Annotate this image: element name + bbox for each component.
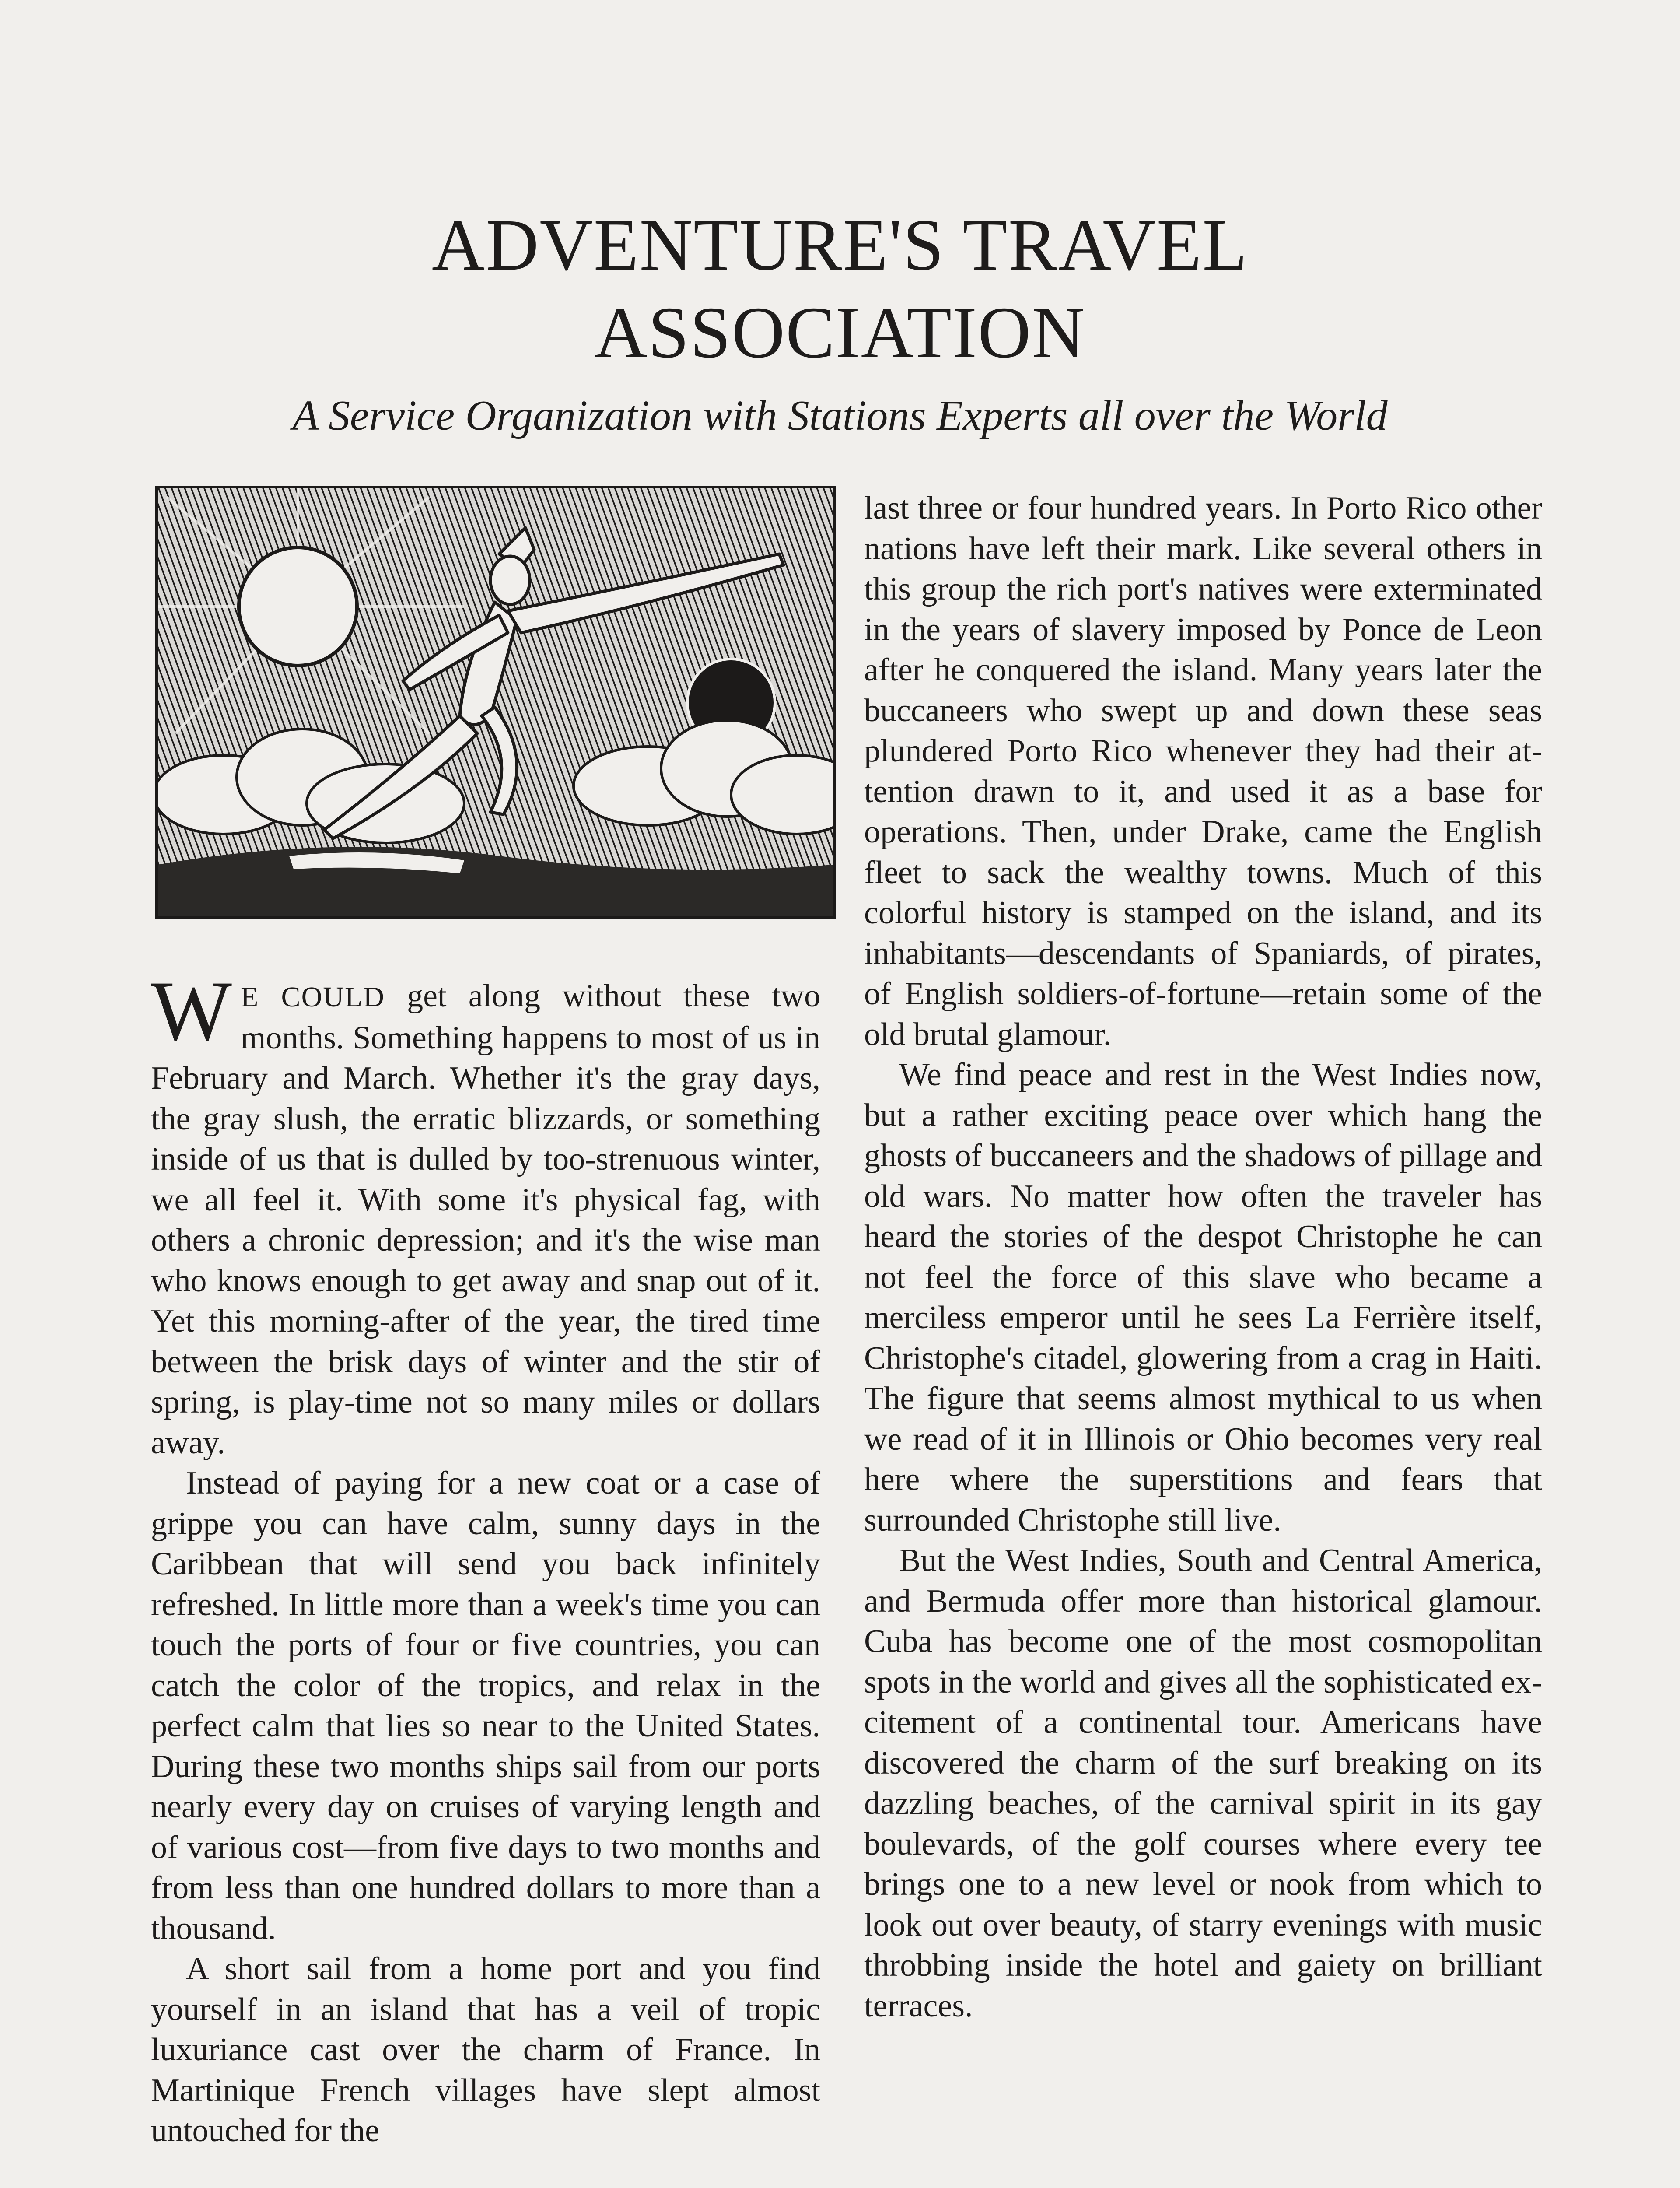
article-paragraph: We find peace and rest in the West Indies now, but a rather exciting peace over which hang the ghosts of buccaneers and the shadows of pillage and old wars. No matter how often the traveler has heard the stories of the despot Christophe he can not feel the force of this slave who became a merciless emperor until he sees La Ferrière itself, Christophe's citadel, glowering from a crag in Haiti. The figure that seems almost mythical to us when we read of it in Illinois or Ohio becomes very real here where the superstitions and fears that surrounded Christophe still live. xyxy=(864,1057,1542,1538)
page-title-line-2: ASSOCIATION xyxy=(594,292,1086,373)
article-paragraph: But the West Indies, South and Central America, and Bermuda offer more than historical glamour. Cuba has become one of the most cosmopolitan spots in the world and gives all the sophisticated excitement of a continental tour. Americans have discovered the charm of the surf breaking on its dazzling beaches, of the carnival spirit in its gay boulevards, of the golf courses where every tee brings one to a new level or nook from which to look out over beauty, of starry evenings with music throbbing inside the hotel and gaiety on brilliant terraces. xyxy=(864,1543,1542,2024)
paragraph-text: get along without these two months. Something happens to most of us in February and March. Whether it's the gray days, the gray slush, the erratic blizzards, or something inside of us that is dulled by too-strenuous winter, we all feel it. With some it's physical fag, with others a chronic depression; and it's the wise man who knows enough to get away and snap out of it. Yet this morning-after of the year, the tired time between the brisk days of winter and the stir of spring, is play-time not so many miles or dollars away. xyxy=(151,978,820,1461)
illustration-image xyxy=(155,486,836,919)
article-paragraph: last three or four hundred years. In Porto Rico other nations have left their mark. Like several others in this group the rich port's natives were exterminated in the years of slavery imposed by Ponce de Leon after he conquered the island. Many years later the buccaneers who swept up and down these seas plundered Porto Rico whenever they had their attention drawn to it, and used it as a base for operations. Then, under Drake, came the English fleet to sack the wealthy towns. Much of this colorful history is stamped on the island, and its inhabitants—descendants of Spaniards, of pirates, of English soldiers-of-fortune—retain some of the old brutal glamour. xyxy=(864,490,1542,1052)
lead-in-text: E COULD xyxy=(241,981,385,1013)
article-paragraph: Instead of paying for a new coat or a case of grippe you can have calm, sunny days in the Caribbean that will send you back infinitely refreshed. In little more than a week's time you can touch the ports of four or five countries, you can catch the color of the tropics, and relax in the perfect calm that lies so near to the United States. During these two months ships sail from our ports nearly every day on cruises of varying length and of various cost—from five days to two months and from less than one hundred dollars to more than a thousand. xyxy=(151,1465,820,1946)
page-title-line-1: ADVENTURE'S TRAVEL xyxy=(431,204,1249,286)
page-subtitle: A Service Organization with Stations Experts all over the World xyxy=(292,392,1388,439)
drop-cap: W xyxy=(151,964,232,1059)
article-paragraph: A short sail from a home port and you find yourself in an island that has a veil of tropic luxuriance cast over the charm of France. In Martinique French villages have slept almost untouched for the xyxy=(151,1951,820,2149)
woodcut-icon xyxy=(158,488,833,916)
article-column-left xyxy=(151,964,820,2151)
article-column-right xyxy=(864,488,1542,2026)
article-paragraph xyxy=(151,964,820,1463)
